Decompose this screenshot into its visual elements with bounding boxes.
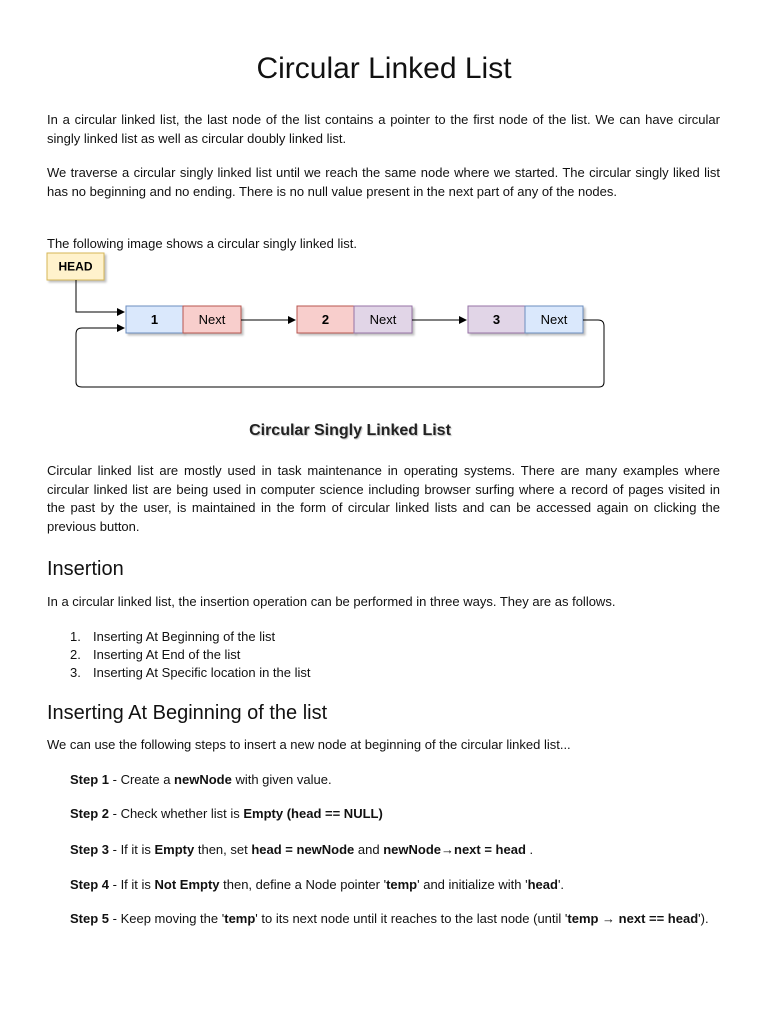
- step-emphasis: head: [527, 877, 558, 892]
- beginning-heading: Inserting At Beginning of the list: [47, 702, 328, 724]
- step-emphasis: temp → next == head: [567, 911, 699, 926]
- step-text: - If it is: [109, 842, 155, 857]
- step-text: - Keep moving the ': [109, 911, 225, 926]
- node-2-value: 2: [321, 312, 330, 327]
- step-text: - If it is: [109, 877, 155, 892]
- step-1: [70, 771, 722, 790]
- node-2: [297, 306, 412, 333]
- head-pointer-arrow: [76, 280, 124, 312]
- step-emphasis: Empty (head == NULL): [243, 806, 383, 821]
- node-3-value: 3: [492, 312, 501, 327]
- step-label: Step 3: [70, 842, 110, 857]
- intro-paragraph-1: In a circular linked list, the last node of the list contains a pointer to the first node of the list. We can have circular singly linked list as well as circular doubly linked list.: [47, 112, 720, 146]
- step-label: Step 2: [70, 806, 110, 821]
- step-3: [70, 841, 722, 860]
- circular-linked-list-diagram: [40, 248, 630, 403]
- intro-paragraph-3: The following image shows a circular singly linked list.: [47, 236, 357, 251]
- step-text: then, set: [194, 842, 252, 857]
- list-item: [70, 646, 311, 664]
- step-5: [70, 910, 722, 929]
- step-text: ' to its next node until it reaches to the last node (until ': [255, 911, 568, 926]
- step-text: - Create a: [109, 772, 175, 787]
- head-label: HEAD: [58, 259, 93, 274]
- step-text: and: [354, 842, 384, 857]
- step-text: '.: [557, 877, 565, 892]
- step-emphasis: Empty: [154, 842, 195, 857]
- step-text: ' and initialize with ': [417, 877, 528, 892]
- node-1: [126, 306, 241, 333]
- step-emphasis: temp: [224, 911, 256, 926]
- step-emphasis: newNode: [174, 772, 232, 787]
- step-label: Step 5: [70, 911, 110, 926]
- intro-paragraph-2: We traverse a circular singly linked list until we reach the same node where we started. The circular singly liked list has no beginning and no ending. There is no null value present in the next part of any of the nodes.: [47, 165, 720, 199]
- node-3: [468, 306, 583, 333]
- step-text: with given value.: [231, 772, 332, 787]
- node-1-value: 1: [150, 312, 159, 327]
- list-item-number: 3.: [70, 665, 81, 680]
- node-1-next-label: Next: [198, 312, 226, 327]
- step-text: .: [525, 842, 534, 857]
- insertion-paragraph: In a circular linked list, the insertion operation can be performed in three ways. They are as follows.: [47, 594, 616, 609]
- list-item-number: 2.: [70, 647, 81, 662]
- insertion-heading: Insertion: [47, 558, 124, 580]
- step-emphasis: head = newNode: [251, 842, 355, 857]
- step-emphasis: Not Empty: [154, 877, 220, 892]
- beginning-paragraph: We can use the following steps to insert a new node at beginning of the circular linked list...: [47, 737, 571, 752]
- page-title: Circular Linked List: [256, 52, 512, 85]
- step-2: [70, 805, 722, 824]
- step-text: then, define a Node pointer ': [219, 877, 387, 892]
- diagram-svg: [40, 248, 630, 398]
- node-2-next-label: Next: [369, 312, 397, 327]
- diagram-caption: Circular Singly Linked List: [249, 422, 451, 439]
- list-item-text: Inserting At Beginning of the list: [93, 629, 276, 644]
- list-item: [70, 664, 311, 682]
- step-4: [70, 876, 722, 895]
- list-item: [70, 628, 311, 646]
- list-item-text: Inserting At End of the list: [93, 647, 241, 662]
- usage-paragraph: Circular linked list are mostly used in task maintenance in operating systems. There are many examples where circular linked list are being used in computer science including browser surfing where a record of pages visited in the past by the user, is maintained in the form of circular linked lists and can be accessed again on clicking the previous button.: [47, 463, 720, 534]
- step-text: ').: [698, 911, 709, 926]
- step-emphasis: temp: [386, 877, 418, 892]
- step-text: - Check whether list is: [109, 806, 244, 821]
- list-item-number: 1.: [70, 629, 81, 644]
- list-item-text: Inserting At Specific location in the list: [93, 665, 311, 680]
- step-emphasis: newNode→next = head: [383, 842, 526, 857]
- node-3-next-label: Next: [540, 312, 568, 327]
- step-label: Step 4: [70, 877, 110, 892]
- insertion-methods-list: [70, 628, 311, 682]
- step-label: Step 1: [70, 772, 110, 787]
